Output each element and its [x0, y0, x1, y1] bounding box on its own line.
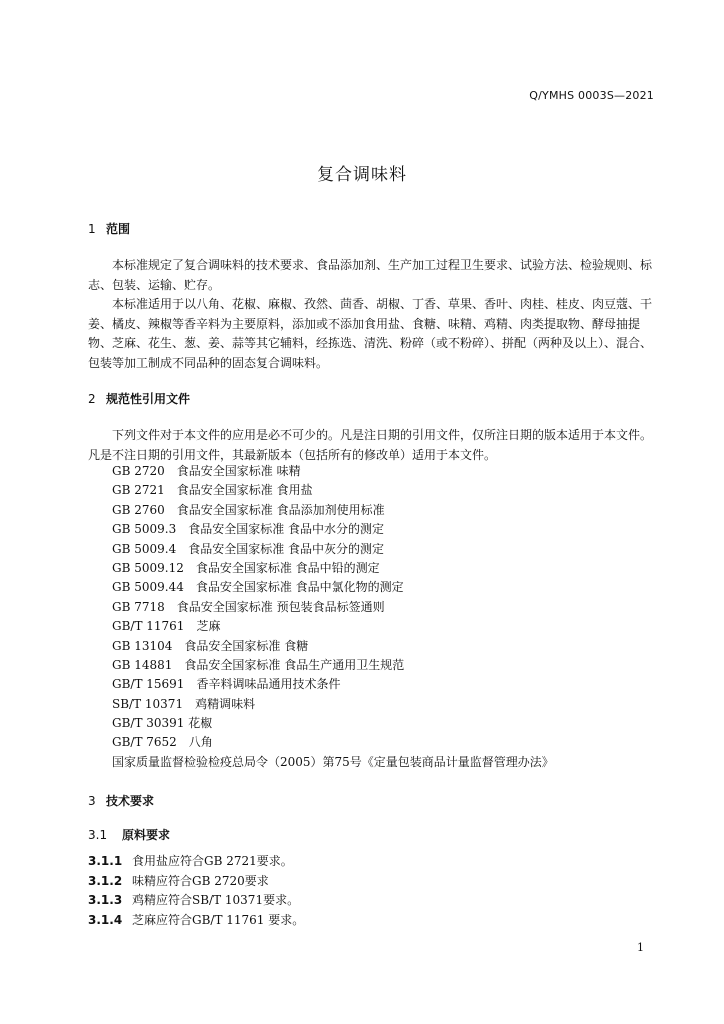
reference-list	[112, 462, 554, 772]
paragraph-text: 本标准规定了复合调味料的技术要求、食品添加剂、生产加工过程卫生要求、试验方法、检验规则、标志、包装、运输、贮存。	[88, 258, 653, 292]
reference-item: GB 2720 食品安全国家标准 味精	[112, 464, 301, 478]
reference-item: SB/T 10371 鸡精调味料	[112, 696, 256, 711]
clause-text: 鸡精应符合SB/T 10371要求。	[132, 893, 300, 908]
section-heading-scope	[88, 220, 130, 237]
reference-item: GB 13104 食品安全国家标准 食糖	[112, 638, 309, 653]
subsection-number: 3.1	[88, 828, 108, 842]
reference-item: 国家质量监督检验检疫总局令（2005）第75号《定量包装商品计量监督管理办法》	[112, 754, 554, 769]
reference-item: GB/T 30391 花椒	[112, 716, 213, 731]
scope-paragraph-1	[88, 256, 658, 295]
clause-text: 味精应符合GB 2720要求	[132, 873, 269, 888]
reference-item: GB/T 11761 芝麻	[112, 619, 221, 634]
reference-item: GB/T 7652 八角	[112, 735, 213, 750]
reference-item: GB 7718 食品安全国家标准 预包装食品标签通则	[112, 599, 385, 614]
scope-paragraph-2	[88, 295, 658, 373]
clause-item	[88, 891, 304, 911]
clause-number: 3.1.1	[88, 854, 123, 868]
clause-item	[88, 852, 304, 872]
paragraph-text: 下列文件对于本文件的应用是必不可少的。凡是注日期的引用文件，仅所注日期的版本适用于本文件。凡是不注日期的引用文件，其最新版本（包括所有的修改单）适用于本文件。	[88, 428, 653, 462]
section-heading-technical	[88, 792, 154, 809]
subsection-title: 原料要求	[122, 828, 171, 842]
reference-item: GB 2760 食品安全国家标准 食品添加剂使用标准	[112, 502, 385, 517]
document-title: 复合调味料	[317, 165, 407, 185]
section-number: 3	[88, 794, 96, 808]
section-title: 范围	[106, 222, 131, 236]
reference-item: GB 5009.44 食品安全国家标准 食品中氯化物的测定	[112, 580, 404, 595]
clause-item	[88, 872, 304, 892]
reference-item: GB 5009.12 食品安全国家标准 食品中铅的测定	[112, 560, 380, 575]
clause-text: 食用盐应符合GB 2721要求。	[132, 854, 293, 868]
clause-number: 3.1.2	[88, 873, 123, 888]
page-number: 1	[637, 941, 644, 954]
section-number: 2	[88, 392, 96, 406]
normative-paragraph	[88, 426, 658, 465]
clause-number: 3.1.4	[88, 913, 123, 928]
section-title: 规范性引用文件	[106, 392, 191, 406]
clause-list	[88, 852, 304, 931]
clause-number: 3.1.3	[88, 893, 123, 908]
clause-text: 芝麻应符合GB/T 11761 要求。	[132, 913, 305, 928]
reference-item: GB 5009.4 食品安全国家标准 食品中灰分的测定	[112, 541, 385, 556]
section-number: 1	[88, 222, 96, 236]
reference-item: GB 14881 食品安全国家标准 食品生产通用卫生规范	[112, 657, 405, 672]
reference-item: GB 2721 食品安全国家标准 食用盐	[112, 483, 313, 498]
section-title: 技术要求	[106, 794, 155, 808]
clause-item	[88, 911, 304, 931]
subsection-heading-raw-materials	[88, 826, 170, 843]
paragraph-text: 本标准适用于以八角、花椒、麻椒、孜然、茴香、胡椒、丁香、草果、香叶、肉桂、桂皮、肉豆蔻、干姜、橘皮、辣椒等香辛料为主要原料，添加或不添加食用盐、食糖、味精、鸡精、肉类提取物、酵母抽提物、芝麻、花生、葱、姜、蒜等其它辅料，经拣选、清洗、粉碎（或不粉碎）、拼配（两种及以上）、混合、包装等加工制成不同品种的固态复合调味料。	[88, 297, 653, 370]
section-heading-normative	[88, 390, 190, 407]
standard-code: Q/YMHS 0003S—2021	[529, 89, 654, 102]
reference-item: GB/T 15691 香辛料调味品通用技术条件	[112, 677, 341, 692]
reference-item: GB 5009.3 食品安全国家标准 食品中水分的测定	[112, 522, 385, 537]
